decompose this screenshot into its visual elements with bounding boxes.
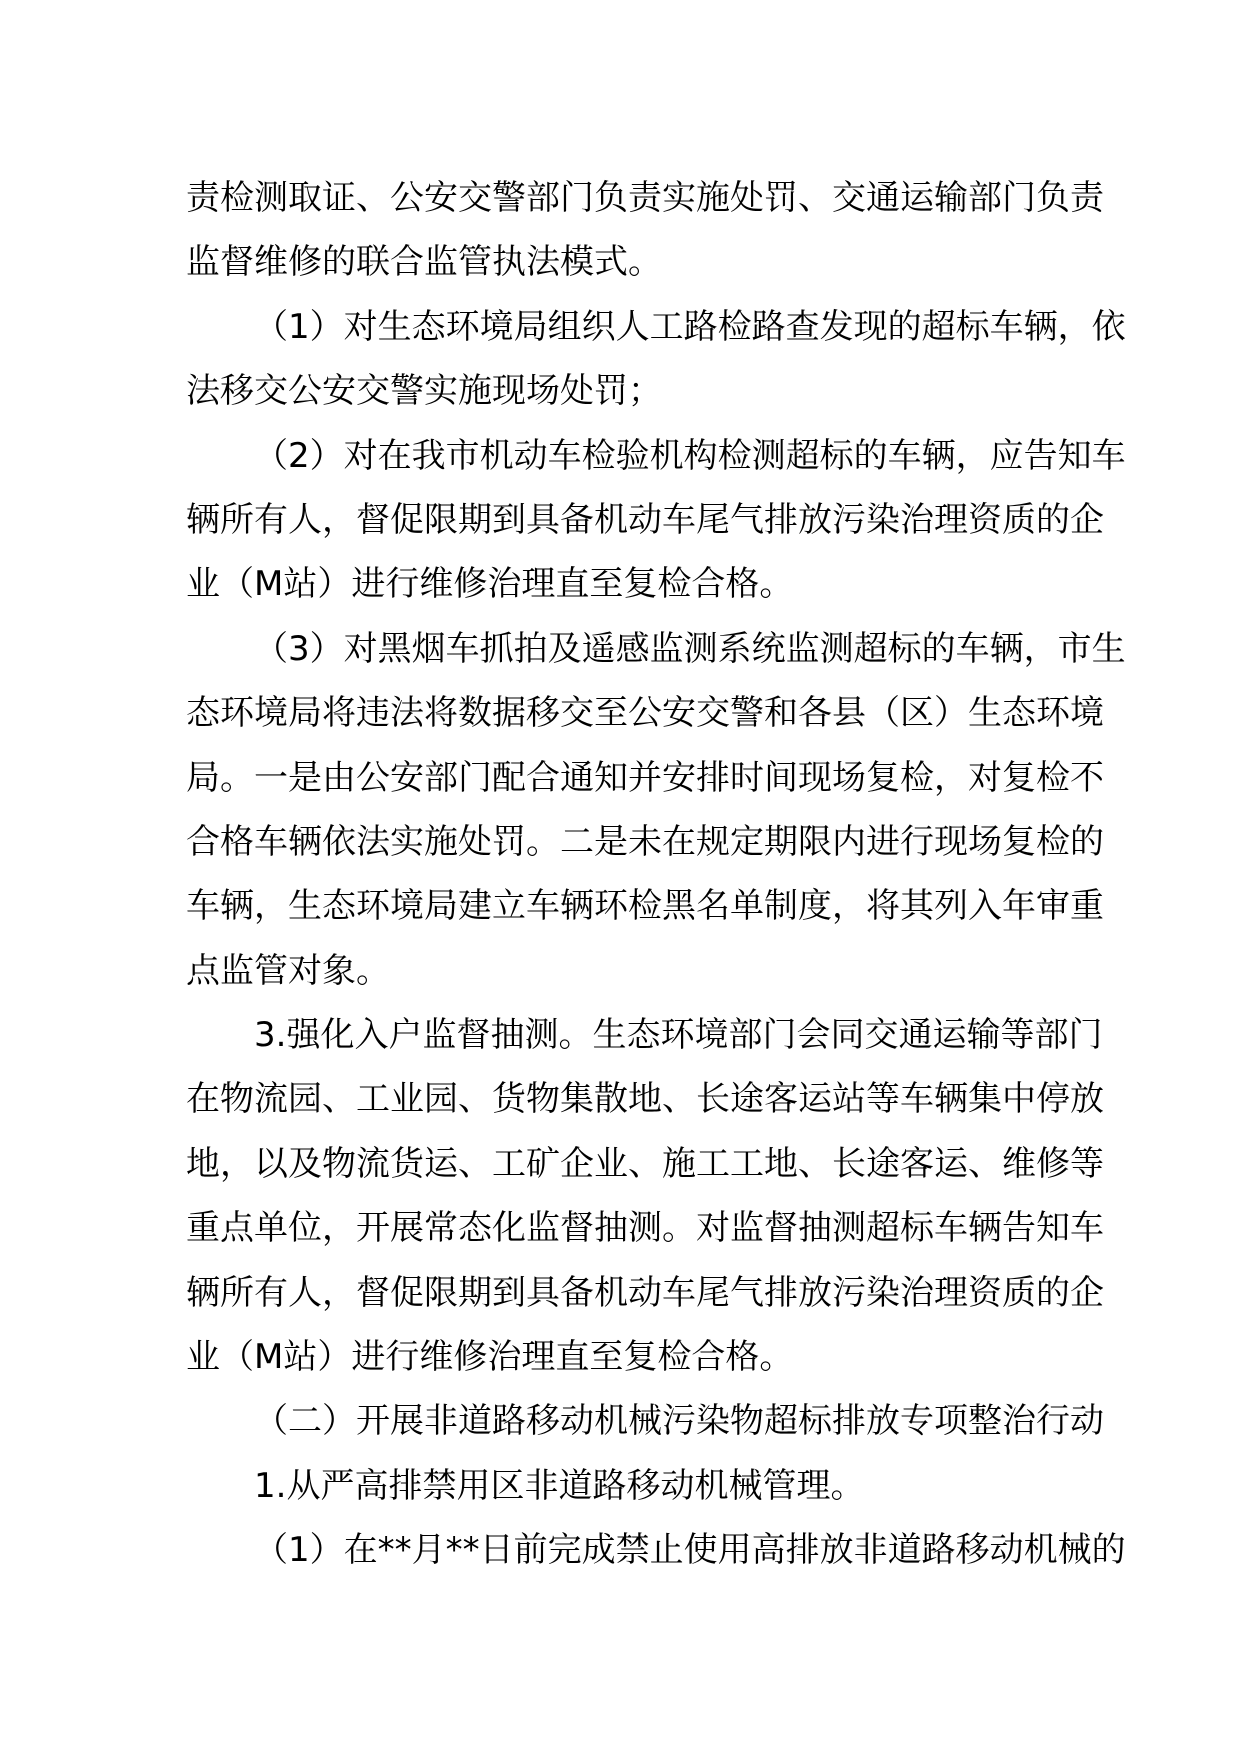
text-line: 业（M站）进行维修治理直至复检合格。 bbox=[186, 1337, 794, 1378]
paragraph-start: 3.强化入户监督抽测。生态环境部门会同交通运输等部门 bbox=[254, 1015, 1103, 1056]
paragraph-start: （3）对黑烟车抓拍及遥感监测系统监测超标的车辆，市生 bbox=[254, 628, 1126, 669]
text-line: 责检测取证、公安交警部门负责实施处罚、交通运输部门负责 bbox=[186, 178, 1104, 218]
text-line: 在物流园、工业园、货物集散地、长途客运站等车辆集中停放 bbox=[186, 1079, 1104, 1120]
text-line: 重点单位，开展常态化监督抽测。对监督抽测超标车辆告知车 bbox=[186, 1208, 1104, 1249]
text-line: 态环境局将违法将数据移交至公安交警和各县（区）生态环境 bbox=[186, 693, 1104, 734]
text-line: 合格车辆依法实施处罚。二是未在规定期限内进行现场复检的 bbox=[186, 821, 1104, 862]
text-line: 辆所有人，督促限期到具备机动车尾气排放污染治理资质的企 bbox=[186, 499, 1104, 540]
text-line: 法移交公安交警实施现场处罚； bbox=[186, 371, 662, 412]
paragraph-start: （2）对在我市机动车检验机构检测超标的车辆，应告知车 bbox=[254, 435, 1126, 476]
document-body bbox=[186, 166, 1126, 1583]
section-heading: （二）开展非道路移动机械污染物超标排放专项整治行动 bbox=[254, 1401, 1104, 1442]
text-line: 点监管对象。 bbox=[186, 950, 390, 991]
paragraph-start: （1）在**月**日前完成禁止使用高排放非道路移动机械的 bbox=[254, 1530, 1126, 1571]
text-line: 车辆，生态环境局建立车辆环检黑名单制度，将其列入年审重 bbox=[186, 886, 1104, 927]
text-line: 地，以及物流货运、工矿企业、施工工地、长途客运、维修等 bbox=[186, 1143, 1104, 1184]
paragraph-start: （1）对生态环境局组织人工路检路查发现的超标车辆，依 bbox=[254, 306, 1126, 347]
text-line: 局。一是由公安部门配合通知并安排时间现场复检，对复检不 bbox=[186, 757, 1104, 798]
text-line: 辆所有人，督促限期到具备机动车尾气排放污染治理资质的企 bbox=[186, 1272, 1104, 1313]
subsection-heading: 1.从严高排禁用区非道路移动机械管理。 bbox=[254, 1465, 865, 1506]
text-line: 监督维修的联合监管执法模式。 bbox=[186, 242, 662, 283]
text-line: 业（M站）进行维修治理直至复检合格。 bbox=[186, 564, 794, 605]
